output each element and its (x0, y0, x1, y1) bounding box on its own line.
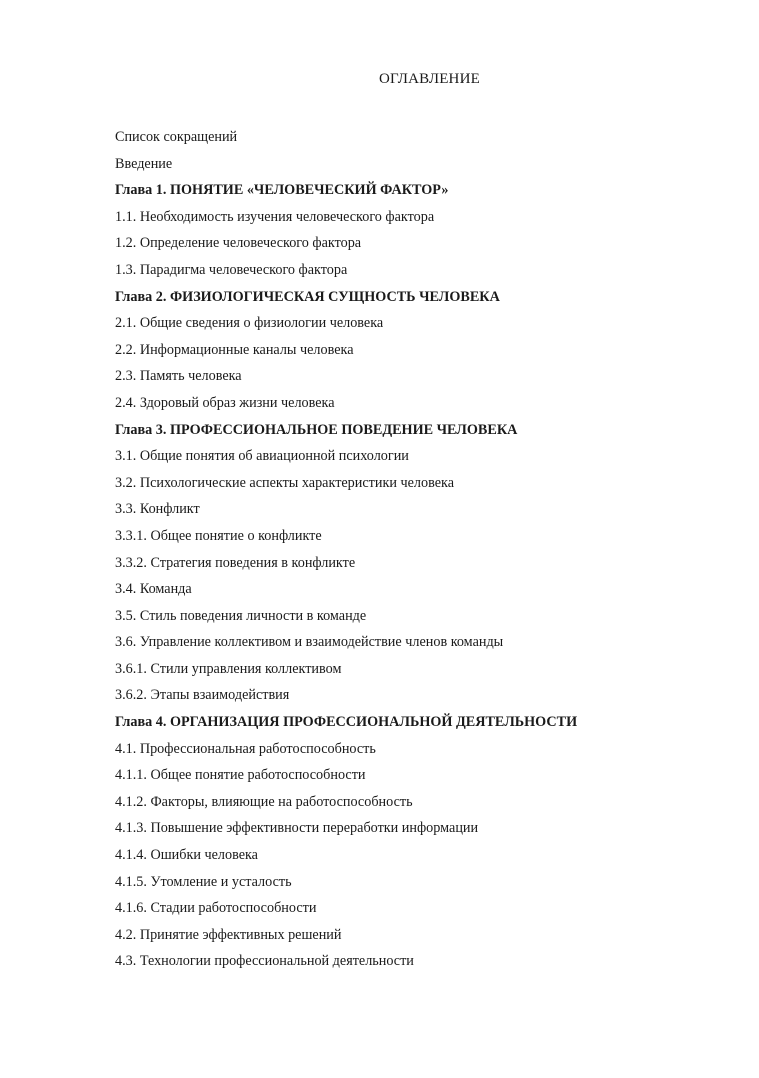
toc-entry: 4.2. Принятие эффективных решений (115, 926, 342, 943)
toc-chapter-heading: Глава 4. ОРГАНИЗАЦИЯ ПРОФЕССИОНАЛЬНОЙ ДЕЯТЕЛЬНОСТИ (115, 714, 578, 731)
toc-entry: 3.6.2. Этапы взаимодействия (115, 687, 290, 704)
toc-entry: 4.1.3. Повышение эффективности переработки информации (115, 820, 479, 837)
toc-entry: 1.1. Необходимость изучения человеческого фактора (115, 208, 435, 225)
toc-entry: 2.2. Информационные каналы человека (115, 341, 354, 358)
toc-entry: 3.4. Команда (115, 581, 192, 598)
toc-entry: 3.1. Общие понятия об авиационной психологии (115, 448, 409, 465)
toc-chapter-heading: Глава 2. ФИЗИОЛОГИЧЕСКАЯ СУЩНОСТЬ ЧЕЛОВЕКА (115, 288, 500, 305)
toc-entry: 3.3.2. Стратегия поведения в конфликте (115, 554, 356, 571)
table-of-contents (115, 127, 715, 978)
toc-entry: 3.3. Конфликт (115, 501, 200, 518)
toc-entry: Список сокращений (115, 129, 238, 145)
toc-entry: 3.5. Стиль поведения личности в команде (115, 607, 367, 624)
toc-entry: 1.3. Парадигма человеческого фактора (115, 261, 348, 278)
toc-entry: Введение (115, 155, 173, 172)
toc-entry: 4.1. Профессиональная работоспособность (115, 740, 376, 757)
toc-entry: 3.3.1. Общее понятие о конфликте (115, 527, 322, 544)
page-title: ОГЛАВЛЕНИЕ (379, 71, 480, 87)
toc-entry: 4.1.6. Стадии работоспособности (115, 900, 317, 917)
toc-entry: 2.3. Память человека (115, 368, 242, 385)
toc-entry: 4.1.1. Общее понятие работоспособности (115, 767, 366, 784)
toc-entry: 1.2. Определение человеческого фактора (115, 235, 362, 252)
toc-entry: 2.1. Общие сведения о физиологии человека (115, 315, 384, 332)
toc-entry: 4.3. Технологии профессиональной деятельности (115, 953, 414, 970)
toc-chapter-heading: Глава 1. ПОНЯТИЕ «ЧЕЛОВЕЧЕСКИЙ ФАКТОР» (115, 182, 449, 199)
toc-entry: 2.4. Здоровый образ жизни человека (115, 394, 335, 411)
toc-entry: 4.1.4. Ошибки человека (115, 847, 258, 864)
toc-entry: 3.6.1. Стили управления коллективом (115, 660, 342, 677)
toc-chapter-heading: Глава 3. ПРОФЕССИОНАЛЬНОЕ ПОВЕДЕНИЕ ЧЕЛОВЕКА (115, 421, 518, 438)
toc-entry: 4.1.5. Утомление и усталость (115, 873, 292, 890)
toc-entry: 4.1.2. Факторы, влияющие на работоспособность (115, 793, 413, 810)
toc-entry: 3.2. Психологические аспекты характеристики человека (115, 474, 454, 491)
toc-entry: 3.6. Управление коллективом и взаимодействие членов команды (115, 634, 504, 651)
